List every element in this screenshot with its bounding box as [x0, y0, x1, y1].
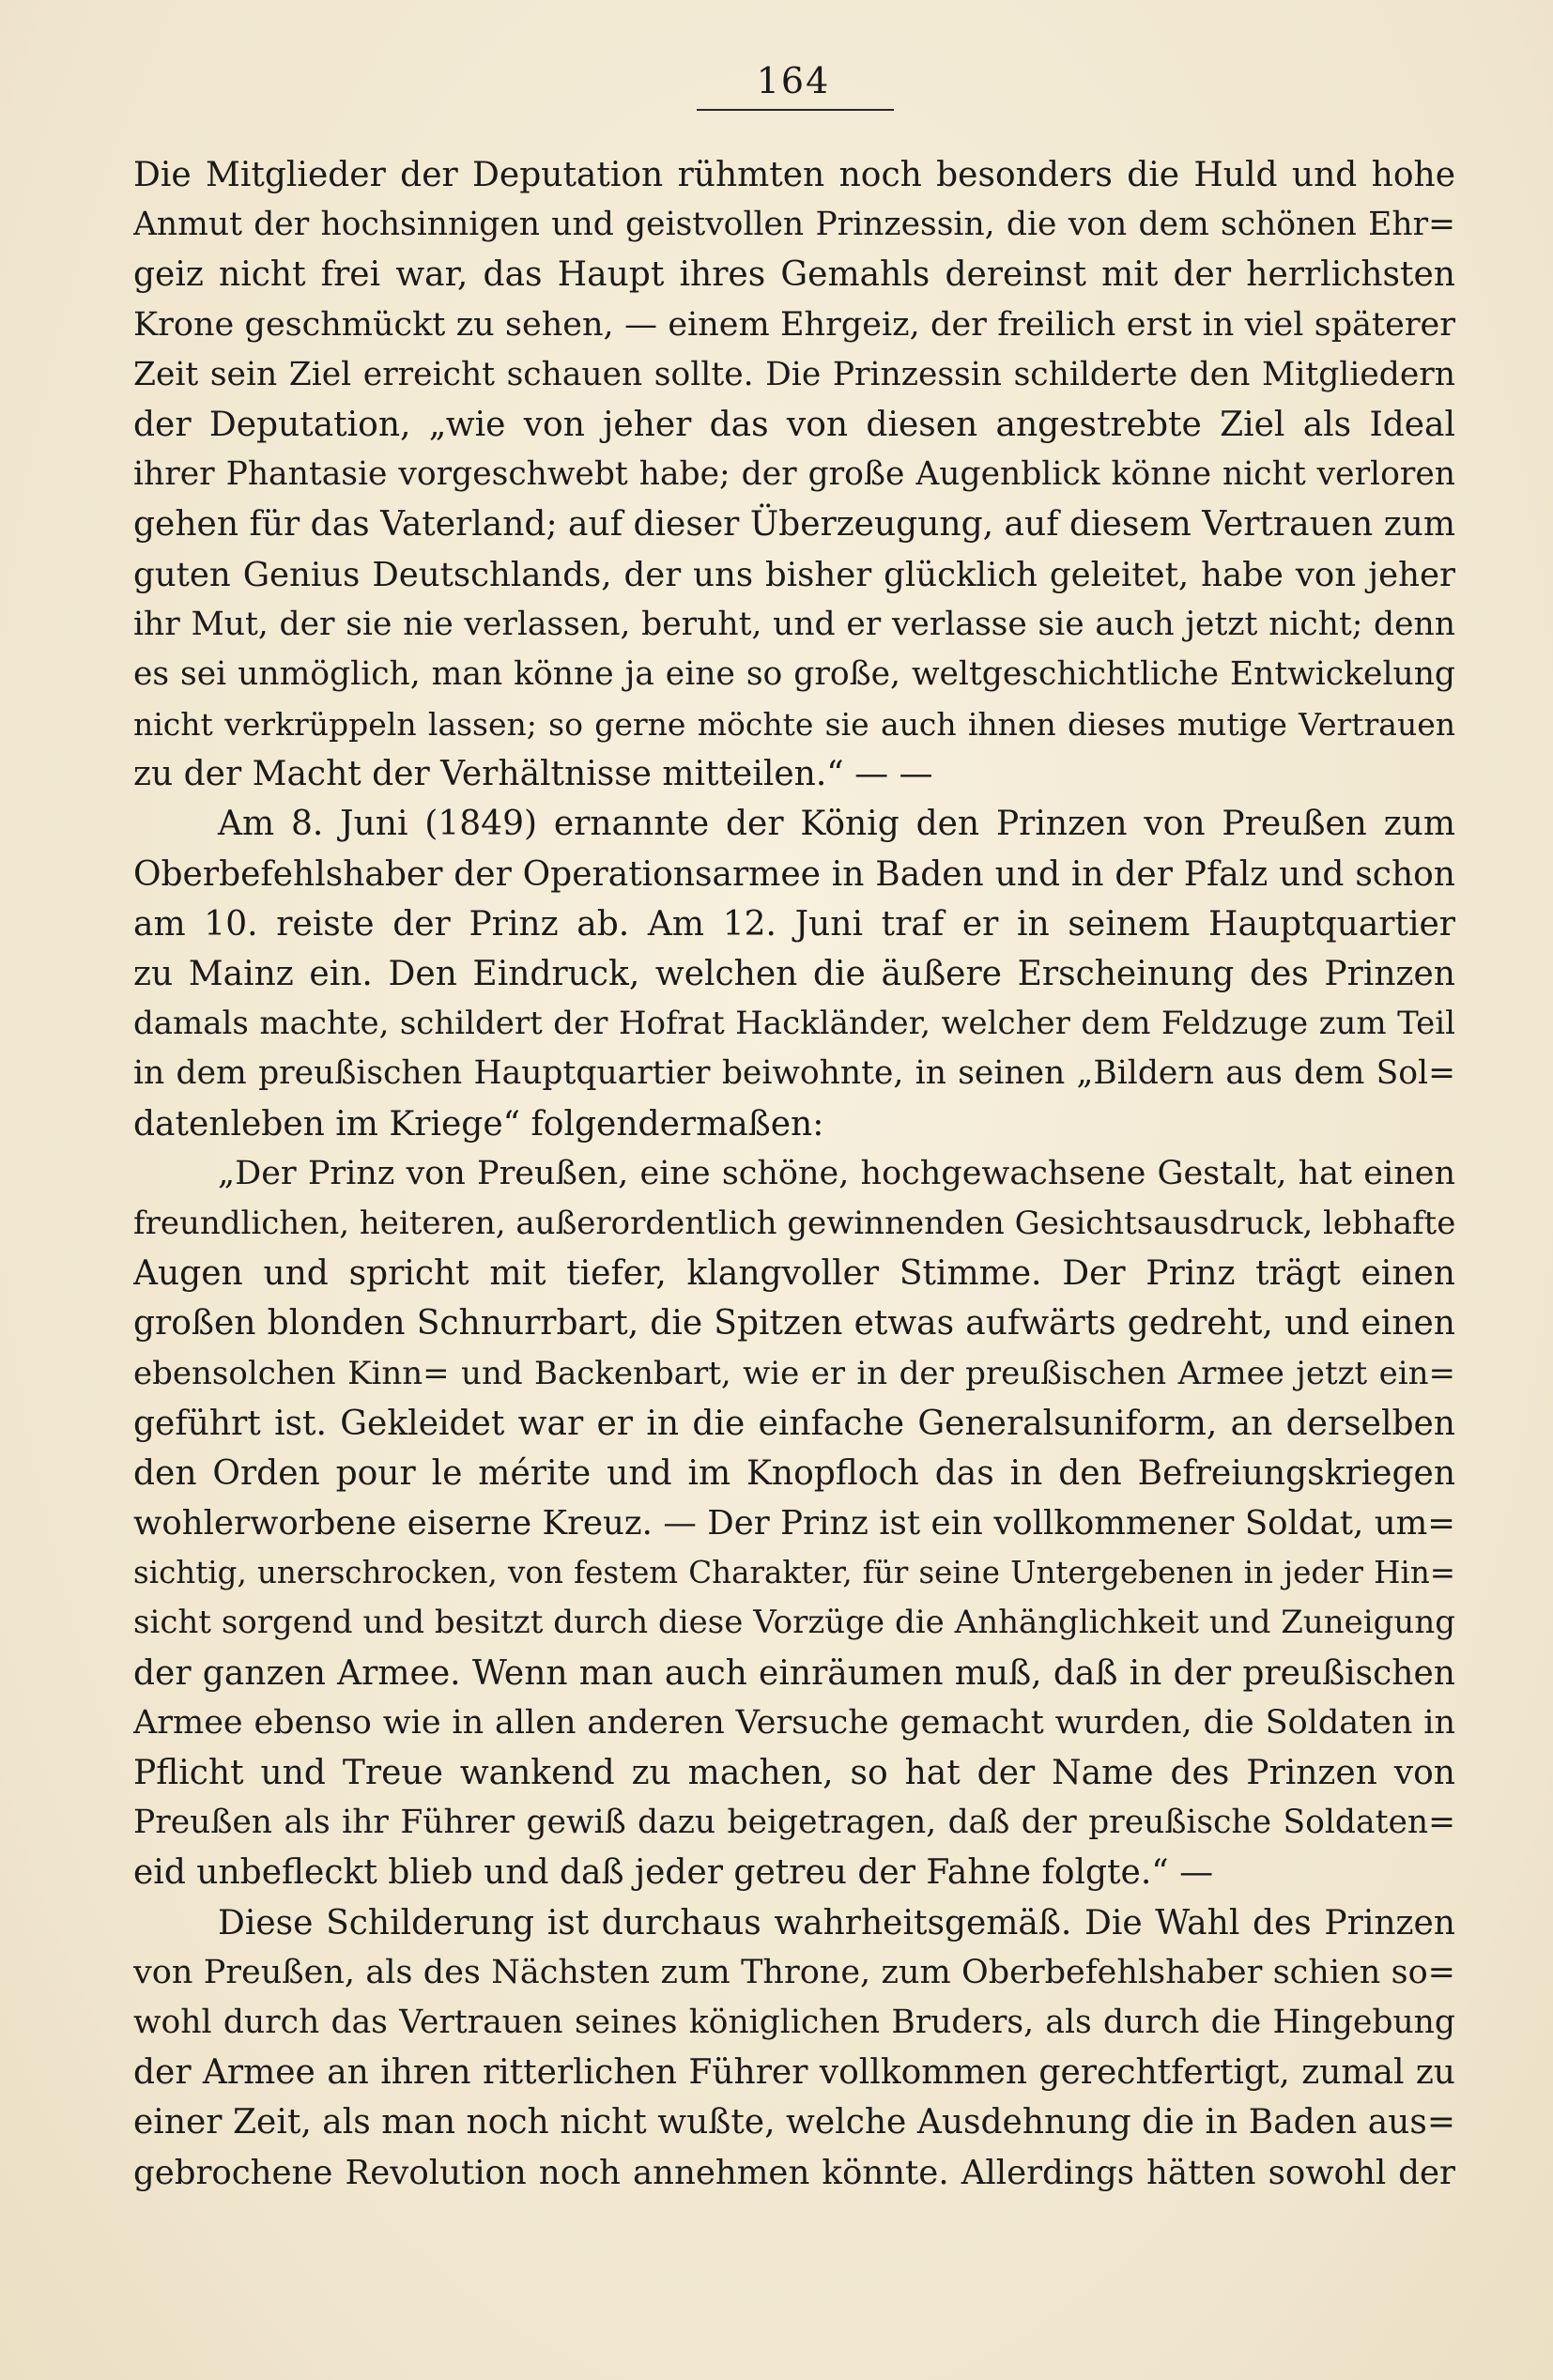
- text-line: geführt ist. Gekleidet war er in die einfache Generalsuniform, an derselben: [133, 1404, 1455, 1443]
- header-rule: [697, 109, 894, 111]
- text-line: Zeit sein Ziel erreicht schauen sollte. Die Prinzessin schilderte den Mitgliedern: [133, 355, 1455, 393]
- text-line: zu der Macht der Verhältnisse mitteilen.“ — —: [133, 755, 933, 794]
- text-line: datenleben im Kriege“ folgendermaßen:: [133, 1104, 824, 1144]
- text-line: sichtig, unerschrocken, von festem Charakter, für seine Untergebenen in jeder Hin=: [133, 1555, 1455, 1591]
- text-line: den Orden pour le mérite und im Knopfloch das in den Befreiungskriegen: [133, 1453, 1455, 1493]
- text-line: in dem preußischen Hauptquartier beiwohnte, in seinen „Bildern aus dem Sol=: [133, 1054, 1455, 1093]
- text-line: eid unbefleckt blieb und daß jeder getreu der Fahne folgte.“ —: [133, 1853, 1214, 1893]
- text-line: großen blonden Schnurrbart, die Spitzen etwas aufwärts gedreht, und einen: [133, 1304, 1455, 1344]
- text-line: Armee ebenso wie in allen anderen Versuche gemacht wurden, die Soldaten in: [133, 1703, 1455, 1742]
- text-line: Preußen als ihr Führer gewiß dazu beigetragen, daß der preußische Soldaten=: [133, 1804, 1455, 1842]
- text-line: sicht sorgend und besitzt durch diese Vorzüge die Anhänglichkeit und Zuneigung: [133, 1604, 1455, 1642]
- text-line: Diese Schilderung ist durchaus wahrheitsgemäß. Die Wahl des Prinzen: [218, 1903, 1455, 1942]
- body-text: [133, 150, 1455, 2198]
- text-line: Pflicht und Treue wankend zu machen, so hat der Name des Prinzen von: [133, 1754, 1455, 1792]
- text-line: nicht verkrüppeln lassen; so gerne möchte sie auch ihnen dieses mutige Vertrauen: [133, 706, 1455, 744]
- text-line: gehen für das Vaterland; auf dieser Überzeugung, auf diesem Vertrauen zum: [133, 505, 1455, 545]
- text-line: wohlerworbene eiserne Kreuz. — Der Prinz ist ein vollkommener Soldat, um=: [133, 1504, 1455, 1543]
- text-line: es sei unmöglich, man könne ja eine so große, weltgeschichtliche Entwickelung: [133, 654, 1455, 693]
- text-line: der Armee an ihren ritterlichen Führer vollkommen gerechtfertigt, zumal zu: [133, 2053, 1455, 2093]
- text-line: von Preußen, als des Nächsten zum Throne, zum Oberbefehlshaber schien so=: [133, 1953, 1455, 1991]
- text-line: ihrer Phantasie vorgeschwebt habe; der große Augenblick könne nicht verloren: [133, 455, 1455, 494]
- text-line: zu Mainz ein. Den Eindruck, welchen die äußere Erscheinung des Prinzen: [133, 955, 1455, 993]
- text-line: „Der Prinz von Preußen, eine schöne, hochgewachsene Gestalt, hat einen: [218, 1154, 1455, 1192]
- text-line: gebrochene Revolution noch annehmen könnte. Allerdings hätten sowohl der: [133, 2153, 1455, 2192]
- text-line: Krone geschmückt zu sehen, — einem Ehrgeiz, der freilich erst in viel späterer: [133, 305, 1455, 344]
- text-line: Oberbefehlshaber der Operationsarmee in Baden und in der Pfalz und schon: [133, 854, 1455, 894]
- text-line: damals machte, schildert der Hofrat Hackländer, welcher dem Feldzuge zum Teil: [133, 1005, 1455, 1043]
- text-line: Die Mitglieder der Deputation rühmten noch besonders die Huld und hohe: [133, 156, 1455, 194]
- text-line: ihr Mut, der sie nie verlassen, beruht, und er verlasse sie auch jetzt nicht; denn: [133, 605, 1455, 643]
- text-line: guten Genius Deutschlands, der uns bisher glücklich geleitet, habe von jeher: [133, 555, 1455, 594]
- text-line: der Deputation, „wie von jeher das von diesen angestrebte Ziel als Ideal: [133, 405, 1455, 444]
- text-line: Augen und spricht mit tiefer, klangvoller Stimme. Der Prinz trägt einen: [133, 1254, 1455, 1294]
- text-line: der ganzen Armee. Wenn man auch einräumen muß, daß in der preußischen: [133, 1653, 1455, 1693]
- text-line: am 10. reiste der Prinz ab. Am 12. Juni traf er in seinem Hauptquartier: [133, 904, 1455, 944]
- text-line: ebensolchen Kinn= und Backenbart, wie er in der preußischen Armee jetzt ein=: [133, 1354, 1455, 1392]
- text-line: Anmut der hochsinnigen und geistvollen Prinzessin, die von dem schönen Ehr=: [133, 206, 1455, 244]
- text-line: freundlichen, heiteren, außerordentlich gewinnenden Gesichtsausdruck, lebhafte: [133, 1204, 1455, 1242]
- text-line: geiz nicht frei war, das Haupt ihres Gemahls dereinst mit der herrlichsten: [133, 255, 1455, 295]
- page-number: 164: [756, 60, 831, 101]
- text-line: wohl durch das Vertrauen seines königlichen Bruders, als durch die Hingebung: [133, 2003, 1455, 2041]
- text-line: Am 8. Juni (1849) ernannte der König den Prinzen von Preußen zum: [218, 805, 1455, 844]
- text-line: einer Zeit, als man noch nicht wußte, welche Ausdehnung die in Baden aus=: [133, 2103, 1455, 2142]
